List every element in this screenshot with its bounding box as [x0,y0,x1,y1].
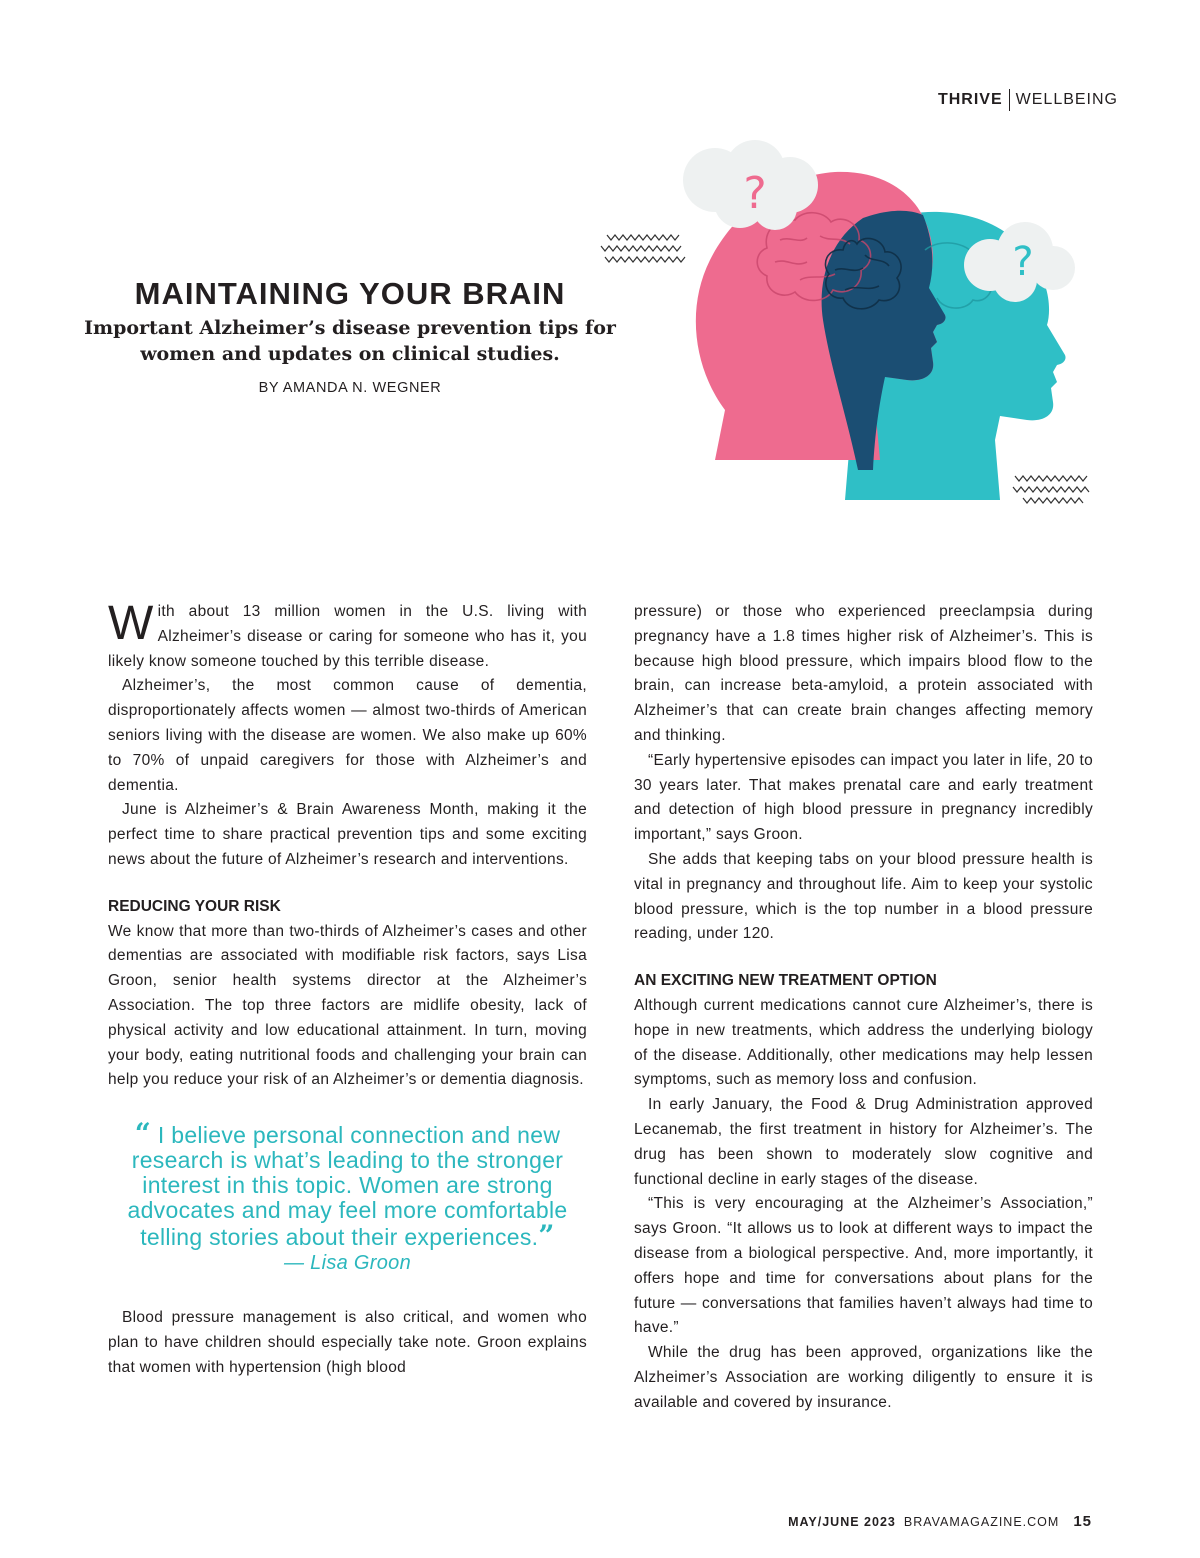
pull-quote [108,1117,587,1276]
section-heading: AN EXCITING NEW TREATMENT OPTION [634,972,937,990]
paragraph: Although current medications cannot cure Alzheimer’s, there is hope in new treatments, which address the underlying biology of the disease. Additionally, other medications may help lessen symptoms, such as memory loss and confusion. [634,996,1093,1089]
article-title: MAINTAINING YOUR BRAIN [134,276,566,311]
article-subtitle: Important Alzheimer’s disease prevention tips for women and updates on clinical studies. [84,317,616,365]
page-number: 15 [1073,1513,1092,1530]
question-mark-icon-2: ? [1012,239,1034,285]
pull-quote-text: I believe personal connection and new research is what’s leading to the stronger interest in this topic. Women are strong advocates and may feel more comfortable telling stories about their experiences. [127,1122,568,1251]
page-footer [788,1513,1092,1530]
paragraph: We know that more than two-thirds of Alzheimer’s cases and other dementias are associated with modifiable risk factors, says Lisa Groon, senior health systems director at the Alzheimer’s Association. The top three factors are midlife obesity, lack of physical activity and low educational attainment. In turn, moving your body, eating nutritional foods and challenging your brain can help you reduce your risk of an Alzheimer’s or dementia diagnosis. [108,922,587,1089]
paragraph: pressure) or those who experienced preeclampsia during pregnancy have a 1.8 times higher risk of Alzheimer’s. This is because high blood pressure, which impairs blood flow to the brain, can increase beta-amyloid, a protein associated with Alzheimer’s that can create brain changes affecting memory and thinking. [634,603,1093,744]
zigzag-lines-icon-2 [1013,476,1089,503]
zigzag-lines-icon [601,235,685,262]
article-byline: BY AMANDA N. WEGNER [258,380,442,396]
open-quote-icon: “ [134,1117,152,1151]
subsection-name: WELLBEING [1015,91,1118,108]
paragraph: Blood pressure management is also critical, and women who plan to have children should especially take note. Groon explains that women with hypertension (high blood [108,1309,587,1376]
close-quote-icon: ” [538,1219,555,1253]
question-mark-icon: ? [743,168,767,219]
right-column [634,600,1093,1416]
magazine-site: BRAVAMAGAZINE.COM [903,1515,1060,1529]
paragraph: While the drug has been approved, organizations like the Alzheimer’s Association are working diligently to ensure it is available and covered by insurance. [634,1344,1093,1411]
paragraph: June is Alzheimer’s & Brain Awareness Month, making it the perfect time to share practical prevention tips and some exciting news about the future of Alzheimer’s research and interventions. [108,801,587,868]
section-heading: REDUCING YOUR RISK [108,897,281,915]
left-column [108,597,587,1381]
issue-date: MAY/JUNE 2023 [788,1515,896,1529]
paragraph: She adds that keeping tabs on your blood pressure health is vital in pregnancy and throughout life. Aim to keep your systolic blood pressure, which is the top number in a blood pressure reading, under 120. [634,850,1093,943]
section-divider [1009,89,1010,111]
paragraph: In early January, the Food & Drug Administration approved Lecanemab, the first treatment in history for Alzheimer’s. The drug has been shown to moderately slow cognitive and functional decline in early stages of the disease. [634,1096,1093,1188]
paragraph: “This is very encouraging at the Alzheimer’s Association,” says Groon. “It allows us to look at different ways to impact the disease from a biological perspective. And, more importantly, it offers hope and time for conversations about plans for the future — conversations that families haven’t always had time to have.” [634,1195,1093,1337]
section-name: THRIVE [937,91,1003,108]
section-label [938,89,1118,111]
hero-illustration [595,140,1105,510]
paragraph: Alzheimer’s, the most common cause of dementia, disproportionately affects women — almost two-thirds of American seniors living with the disease are women. We also make up 60% to 70% of unpaid caregivers for those with Alzheimer’s and dementia. [108,677,587,794]
paragraph: With about 13 million women in the U.S. living with Alzheimer’s disease or caring for someone who has it, you likely know someone touched by this terrible disease. [108,597,587,670]
drop-cap: W [108,597,154,650]
paragraph: “Early hypertensive episodes can impact you later in life, 20 to 30 years later. That makes prenatal care and early treatment and detection of high blood pressure in pregnancy incredibly important,” says Groon. [634,751,1093,844]
pull-quote-attribution: — Lisa Groon [284,1252,411,1275]
